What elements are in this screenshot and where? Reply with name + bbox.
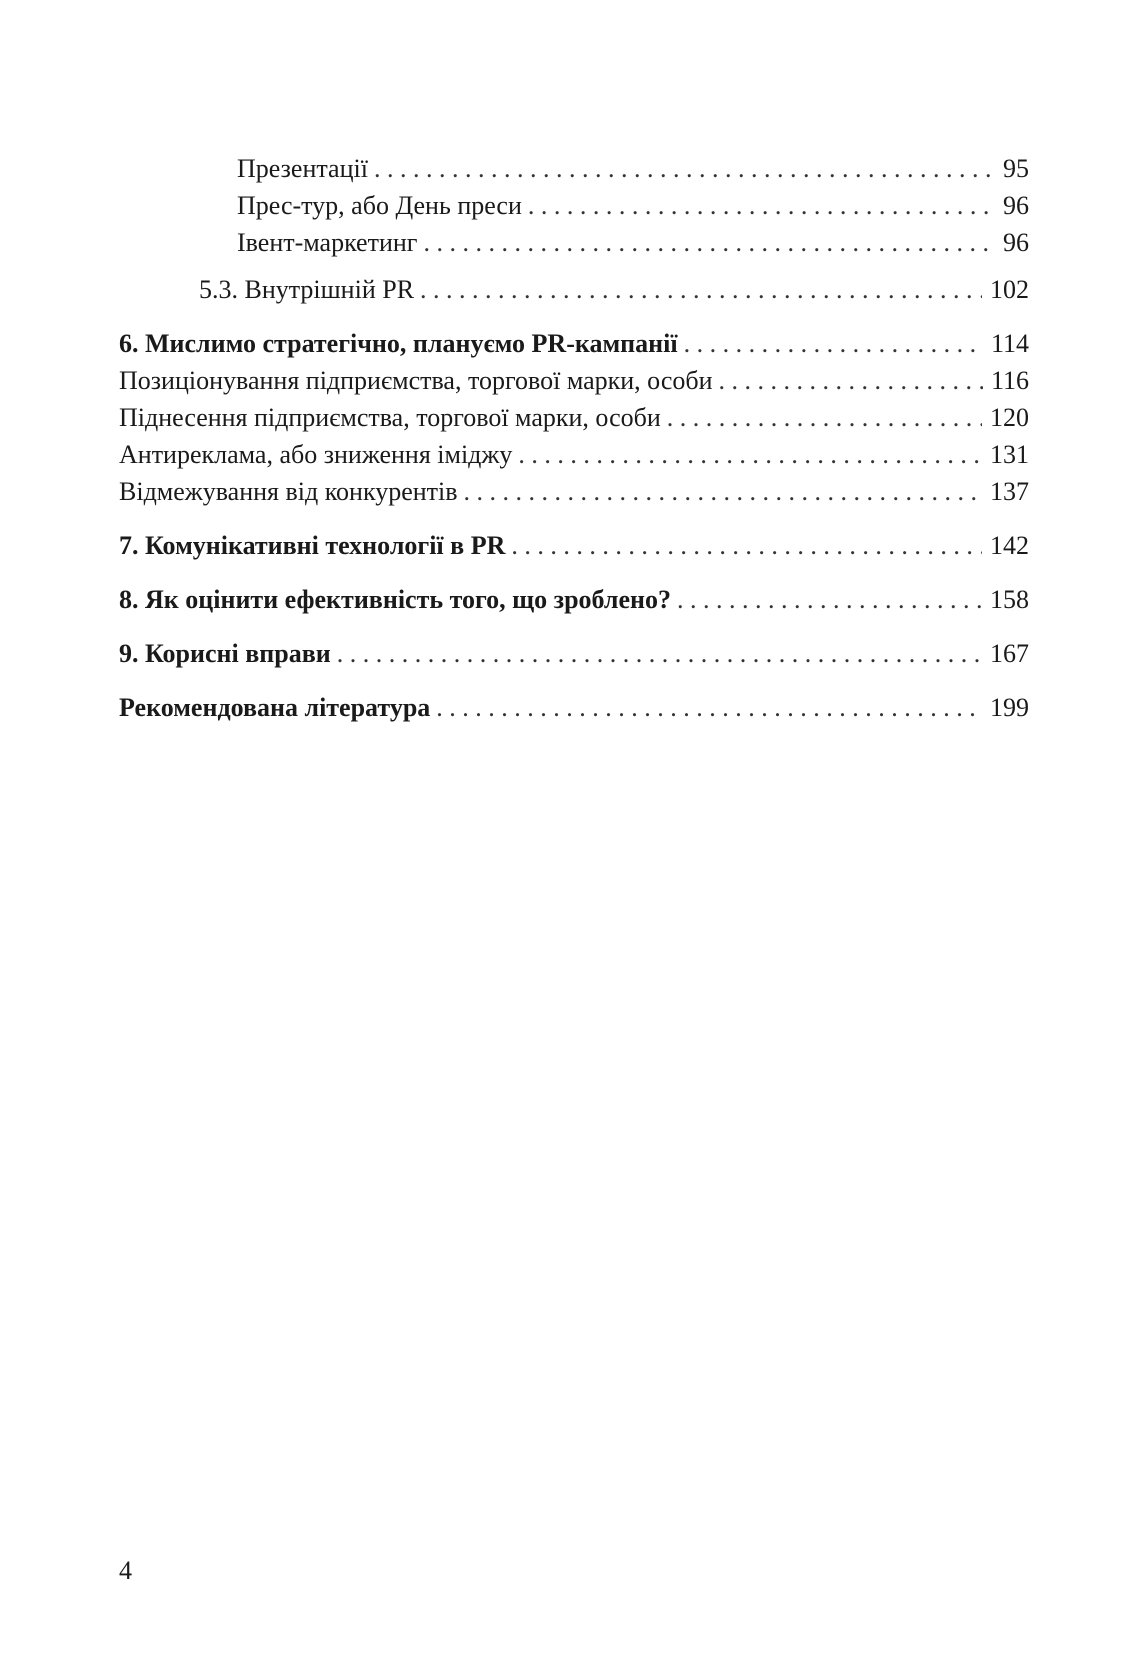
toc-entry-page: 102 [990, 275, 1029, 304]
toc-entry-page: 137 [990, 477, 1029, 506]
dot-leader [667, 399, 982, 436]
toc-entry-title: Позиціонування підприємства, торгової марки, особи [119, 366, 713, 395]
toc-chapter-page: 142 [990, 531, 1029, 560]
dot-leader [337, 635, 982, 672]
toc-chapter-page: 158 [990, 585, 1029, 614]
page-number: 4 [119, 1556, 132, 1585]
toc-entry-title: Івент-маркетинг [237, 228, 418, 257]
toc-entry [119, 224, 1029, 261]
toc-entry [119, 187, 1029, 224]
table-of-contents [119, 150, 1029, 726]
toc-chapter-title: Рекомендована література [119, 693, 431, 722]
toc-entry-page: 131 [990, 440, 1029, 469]
toc-entry [119, 436, 1029, 473]
toc-entry [119, 271, 1029, 308]
toc-chapter [119, 527, 1029, 564]
toc-chapter-title: 7. Комунікативні технології в PR [119, 531, 506, 560]
toc-entry-title: Антиреклама, або зниження іміджу [119, 440, 513, 469]
dot-leader [518, 436, 982, 473]
toc-entry [119, 150, 1029, 187]
toc-chapter-page: 114 [990, 329, 1029, 358]
toc-entry-page: 96 [1003, 228, 1029, 257]
toc-chapter [119, 635, 1029, 672]
toc-entry-title: Відмежування від конкурентів [119, 477, 458, 506]
dot-leader [719, 362, 983, 399]
toc-entry [119, 399, 1029, 436]
toc-chapter [119, 325, 1029, 362]
dot-leader [436, 689, 982, 726]
toc-entry-title: Презентації [237, 154, 368, 183]
toc-chapter-title: 8. Як оцінити ефективність того, що зроблено? [119, 585, 672, 614]
dot-leader [677, 581, 982, 618]
dot-leader [374, 150, 991, 187]
toc-entry [119, 473, 1029, 510]
dot-leader [423, 224, 991, 261]
toc-entry-page: 96 [1003, 191, 1029, 220]
dot-leader [511, 527, 982, 564]
toc-entry [119, 362, 1029, 399]
toc-chapter [119, 581, 1029, 618]
toc-entry-page: 95 [1003, 154, 1029, 183]
toc-chapter [119, 689, 1029, 726]
dot-leader [464, 473, 982, 510]
toc-chapter-page: 199 [990, 693, 1029, 722]
toc-entry-page: 120 [990, 403, 1029, 432]
toc-chapter-page: 167 [990, 639, 1029, 668]
toc-chapter-title: 9. Корисні вправи [119, 639, 331, 668]
toc-entry-title: Прес-тур, або День преси [237, 191, 522, 220]
toc-entry-page: 116 [990, 366, 1029, 395]
toc-entry-title: 5.3. Внутрішній PR [199, 275, 415, 304]
toc-entry-title: Піднесення підприємства, торгової марки, особи [119, 403, 661, 432]
dot-leader [528, 187, 991, 224]
dot-leader [420, 271, 982, 308]
dot-leader [684, 325, 983, 362]
toc-chapter-title: 6. Мислимо стратегічно, плануємо PR-кампанії [119, 329, 678, 358]
